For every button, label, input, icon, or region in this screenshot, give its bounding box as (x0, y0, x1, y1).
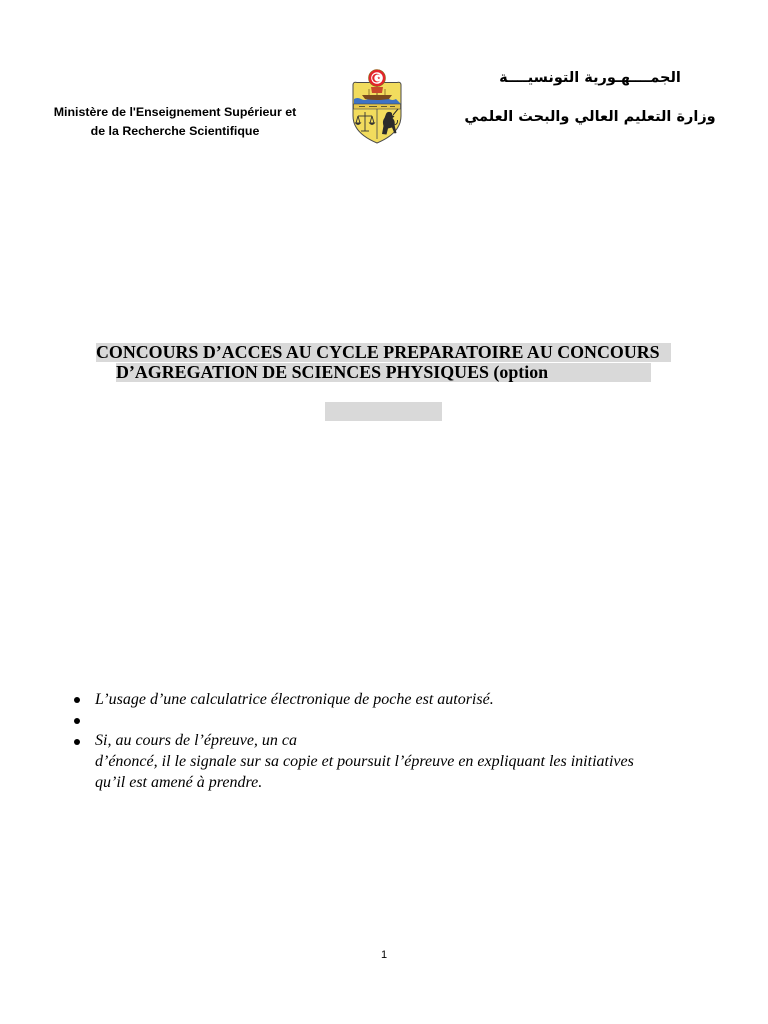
list-item (95, 731, 735, 793)
coat-of-arms-emblem (349, 68, 405, 144)
list-item (95, 690, 735, 711)
exam-title-line: D’AGREGATION DE SCIENCES PHYSIQUES (option (116, 363, 651, 382)
republic-name-arabic: الجمــــهـورية التونسيــــة (499, 70, 681, 86)
bullet-icon (74, 718, 80, 724)
list-item-text: L’usage d’une calculatrice électronique de poche est autorisé. (95, 691, 494, 708)
ministry-name-arabic: وزارة التعليم العالي والبحث العلمي (464, 109, 716, 125)
ministry-name-french (45, 103, 305, 141)
ministry-name-line: Ministère de l'Enseignement Supérieur et (53, 105, 297, 119)
crescent-star-icon (369, 70, 386, 87)
list-item-text: qu’il est amené à prendre. (95, 773, 263, 791)
highlighted-blank-field (325, 402, 442, 421)
bullet-icon (74, 739, 80, 745)
ministry-name-line: de la Recherche Scientifique (90, 124, 260, 138)
exam-title-line: CONCOURS D’ACCES AU CYCLE PREPARATOIRE AU CONCOURS (96, 343, 671, 362)
page-number: 1 (380, 949, 388, 961)
list-item-text: d’énoncé, il le signale sur sa copie et poursuit l’épreuve en expliquant les initiatives (95, 753, 634, 771)
motto-banner (354, 104, 401, 109)
list-item (95, 711, 735, 732)
instructions-list (95, 690, 735, 794)
coat-of-arms-icon (349, 68, 405, 144)
bullet-icon (74, 697, 80, 703)
list-item-text: Si, au cours de l’épreuve, un ca (95, 732, 298, 750)
